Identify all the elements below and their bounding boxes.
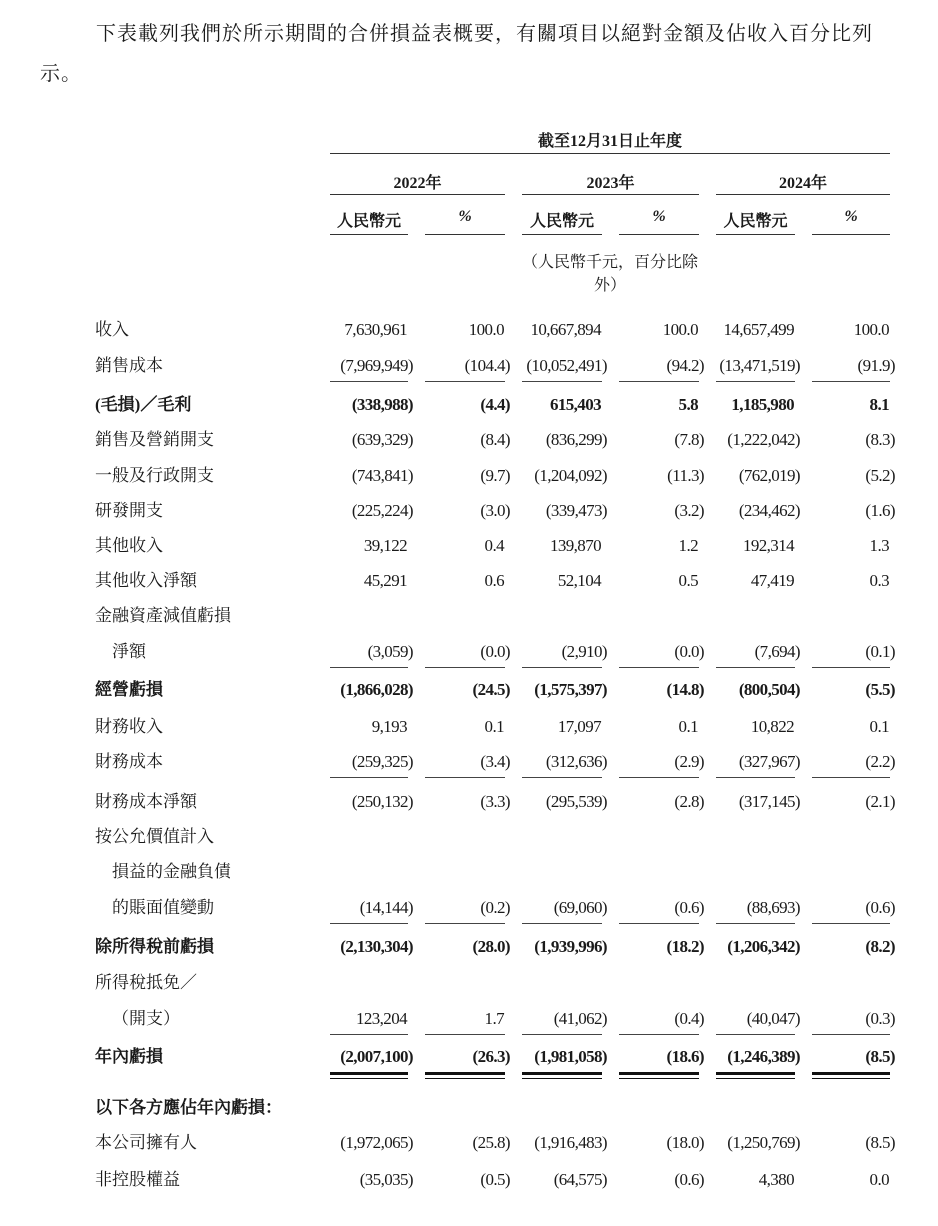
underline bbox=[716, 1034, 795, 1035]
divider bbox=[522, 194, 699, 195]
percent-cell: 8.1 bbox=[869, 395, 889, 414]
underline bbox=[330, 1034, 408, 1035]
row-label: 按公允價值計入 bbox=[95, 827, 214, 846]
row-label: 以下各方應佔年內虧損： bbox=[95, 1098, 282, 1117]
amount-cell: (339,473) bbox=[545, 501, 607, 520]
row-label: 一般及行政開支 bbox=[95, 466, 214, 485]
percent-cell: 100.0 bbox=[853, 320, 889, 339]
percent-cell: (5.2) bbox=[865, 466, 895, 485]
amount-cell: (317,145) bbox=[738, 792, 800, 811]
underline bbox=[619, 1034, 699, 1035]
amount-cell: (1,250,769) bbox=[727, 1133, 800, 1152]
amount-cell: (1,222,042) bbox=[727, 430, 800, 449]
amount-cell: 10,822 bbox=[750, 717, 794, 736]
percent-cell: 1.7 bbox=[484, 1009, 504, 1028]
amount-cell: (3,059) bbox=[367, 642, 413, 661]
amount-cell: (312,636) bbox=[545, 752, 607, 771]
percent-cell: (0.0) bbox=[480, 642, 510, 661]
double-underline bbox=[619, 1072, 699, 1079]
percent-cell: 0.1 bbox=[484, 717, 504, 736]
underline bbox=[522, 667, 602, 668]
percent-cell: 0.5 bbox=[678, 571, 698, 590]
underline bbox=[812, 1034, 890, 1035]
amount-cell: (2,910) bbox=[561, 642, 607, 661]
amount-cell: 4,380 bbox=[758, 1170, 794, 1189]
underline bbox=[425, 667, 505, 668]
percent-cell: (8.4) bbox=[480, 430, 510, 449]
amount-cell: 39,122 bbox=[363, 536, 407, 555]
underline bbox=[330, 667, 408, 668]
divider bbox=[522, 234, 602, 235]
amount-cell: (743,841) bbox=[351, 466, 413, 485]
percent-cell: (4.4) bbox=[480, 395, 510, 414]
intro-paragraph: 下表載列我們於所示期間的合併損益表概要，有關項目以絕對金額及佔收入百分比列示。 bbox=[40, 23, 873, 85]
year-2023-header: 2023年 bbox=[586, 175, 635, 192]
percent-cell: (0.5) bbox=[480, 1170, 510, 1189]
underline bbox=[619, 777, 699, 778]
amount-cell: 139,870 bbox=[549, 536, 601, 555]
percent-cell: (8.3) bbox=[865, 430, 895, 449]
percent-cell: 0.1 bbox=[678, 717, 698, 736]
amount-cell: (7,969,949) bbox=[340, 356, 413, 375]
amount-cell: 45,291 bbox=[363, 571, 407, 590]
row-label: 銷售及營銷開支 bbox=[95, 430, 214, 449]
percent-cell: (91.9) bbox=[857, 356, 895, 375]
pct-column-header: % bbox=[844, 208, 858, 225]
percent-cell: (0.6) bbox=[865, 898, 895, 917]
divider bbox=[619, 234, 699, 235]
percent-cell: 1.3 bbox=[869, 536, 889, 555]
percent-cell: (25.8) bbox=[472, 1133, 510, 1152]
percent-cell: (0.0) bbox=[674, 642, 704, 661]
amount-cell: 192,314 bbox=[742, 536, 794, 555]
row-label: 非控股權益 bbox=[95, 1170, 180, 1189]
year-2024-header: 2024年 bbox=[778, 175, 827, 192]
percent-cell: (0.6) bbox=[674, 1170, 704, 1189]
percent-cell: (2.1) bbox=[865, 792, 895, 811]
percent-cell: 1.2 bbox=[678, 536, 698, 555]
row-label: 經營虧損 bbox=[95, 680, 163, 699]
underline bbox=[330, 777, 408, 778]
underline bbox=[812, 381, 890, 382]
amount-cell: (14,144) bbox=[359, 898, 413, 917]
percent-cell: (1.6) bbox=[865, 501, 895, 520]
amount-cell: (35,035) bbox=[359, 1170, 413, 1189]
underline bbox=[812, 923, 890, 924]
row-label: 其他收入淨額 bbox=[95, 571, 197, 590]
double-underline bbox=[812, 1072, 890, 1079]
row-label: 財務成本淨額 bbox=[95, 792, 197, 811]
amount-cell: (225,224) bbox=[351, 501, 413, 520]
percent-cell: (104.4) bbox=[464, 356, 510, 375]
underline bbox=[619, 923, 699, 924]
amount-cell: (327,967) bbox=[738, 752, 800, 771]
amount-cell: 14,657,499 bbox=[723, 320, 794, 339]
divider bbox=[425, 234, 505, 235]
amount-cell: (88,693) bbox=[746, 898, 800, 917]
percent-cell: (3.4) bbox=[480, 752, 510, 771]
rmb-column-header: 人民幣元 bbox=[529, 213, 594, 230]
row-label: 的賬面值變動 bbox=[112, 898, 214, 917]
percent-cell: (2.2) bbox=[865, 752, 895, 771]
percent-cell: (9.7) bbox=[480, 466, 510, 485]
percent-cell: (18.0) bbox=[666, 1133, 704, 1152]
rmb-column-header: 人民幣元 bbox=[336, 213, 401, 230]
amount-cell: 123,204 bbox=[355, 1009, 407, 1028]
row-label: （開支） bbox=[112, 1009, 180, 1028]
amount-cell: 615,403 bbox=[549, 395, 601, 414]
row-label: 財務收入 bbox=[95, 717, 163, 736]
percent-cell: (3.2) bbox=[674, 501, 704, 520]
row-label: 收入 bbox=[95, 320, 129, 339]
amount-cell: (1,981,058) bbox=[534, 1047, 607, 1066]
percent-cell: 0.6 bbox=[484, 571, 504, 590]
rmb-column-header: 人民幣元 bbox=[723, 213, 788, 230]
percent-cell: (18.6) bbox=[666, 1047, 704, 1066]
amount-cell: (10,052,491) bbox=[526, 356, 607, 375]
percent-cell: (2.9) bbox=[674, 752, 704, 771]
amount-cell: 52,104 bbox=[557, 571, 601, 590]
row-label: 除所得稅前虧損 bbox=[95, 937, 214, 956]
underline bbox=[425, 1034, 505, 1035]
amount-cell: 17,097 bbox=[557, 717, 601, 736]
underline bbox=[522, 381, 602, 382]
percent-cell: (0.3) bbox=[865, 1009, 895, 1028]
underline bbox=[330, 923, 408, 924]
percent-cell: (8.5) bbox=[865, 1047, 895, 1066]
row-label: 研發開支 bbox=[95, 501, 163, 520]
row-label: 財務成本 bbox=[95, 752, 163, 771]
amount-cell: 9,193 bbox=[371, 717, 407, 736]
underline bbox=[716, 777, 795, 778]
row-label: 損益的金融負債 bbox=[112, 862, 231, 881]
underline bbox=[522, 777, 602, 778]
row-label: 本公司擁有人 bbox=[95, 1133, 197, 1152]
amount-cell: 1,185,980 bbox=[731, 395, 794, 414]
amount-cell: (259,325) bbox=[351, 752, 413, 771]
row-label: 所得稅抵免／ bbox=[95, 973, 197, 992]
amount-cell: 7,630,961 bbox=[344, 320, 407, 339]
amount-cell: (1,866,028) bbox=[340, 680, 413, 699]
row-label: 淨額 bbox=[112, 642, 146, 661]
amount-cell: (295,539) bbox=[545, 792, 607, 811]
percent-cell: 100.0 bbox=[662, 320, 698, 339]
amount-cell: (64,575) bbox=[553, 1170, 607, 1189]
percent-cell: 100.0 bbox=[468, 320, 504, 339]
percent-cell: (0.6) bbox=[674, 898, 704, 917]
percent-cell: (14.8) bbox=[666, 680, 704, 699]
amount-cell: (2,130,304) bbox=[340, 937, 413, 956]
amount-cell: (1,246,389) bbox=[727, 1047, 800, 1066]
double-underline bbox=[522, 1072, 602, 1079]
amount-cell: 10,667,894 bbox=[530, 320, 601, 339]
amount-cell: (1,204,092) bbox=[534, 466, 607, 485]
percent-cell: (3.3) bbox=[480, 792, 510, 811]
percent-cell: (28.0) bbox=[472, 937, 510, 956]
double-underline bbox=[330, 1072, 408, 1079]
amount-cell: (69,060) bbox=[553, 898, 607, 917]
amount-cell: (800,504) bbox=[738, 680, 800, 699]
divider bbox=[716, 194, 890, 195]
percent-cell: (94.2) bbox=[666, 356, 704, 375]
percent-cell: 0.4 bbox=[484, 536, 504, 555]
amount-cell: (1,916,483) bbox=[534, 1133, 607, 1152]
percent-cell: (2.8) bbox=[674, 792, 704, 811]
underline bbox=[619, 667, 699, 668]
double-underline bbox=[425, 1072, 505, 1079]
percent-cell: 0.0 bbox=[869, 1170, 889, 1189]
row-label: 銷售成本 bbox=[95, 356, 163, 375]
underline bbox=[716, 381, 795, 382]
underline bbox=[812, 777, 890, 778]
percent-cell: 0.1 bbox=[869, 717, 889, 736]
percent-cell: (7.8) bbox=[674, 430, 704, 449]
percent-cell: (8.2) bbox=[865, 937, 895, 956]
amount-cell: (13,471,519) bbox=[719, 356, 800, 375]
underline bbox=[619, 381, 699, 382]
percent-cell: (3.0) bbox=[480, 501, 510, 520]
divider bbox=[812, 234, 890, 235]
amount-cell: 47,419 bbox=[750, 571, 794, 590]
divider bbox=[716, 234, 795, 235]
percent-cell: 5.8 bbox=[678, 395, 698, 414]
amount-cell: (234,462) bbox=[738, 501, 800, 520]
percent-cell: (18.2) bbox=[666, 937, 704, 956]
underline bbox=[716, 923, 795, 924]
underline bbox=[716, 667, 795, 668]
percent-cell: (11.3) bbox=[667, 466, 704, 485]
amount-cell: (1,939,996) bbox=[534, 937, 607, 956]
underline bbox=[425, 923, 505, 924]
underline bbox=[330, 381, 408, 382]
amount-cell: (1,575,397) bbox=[534, 680, 607, 699]
percent-cell: (26.3) bbox=[472, 1047, 510, 1066]
divider bbox=[330, 234, 408, 235]
divider bbox=[330, 153, 890, 154]
amount-cell: (40,047) bbox=[746, 1009, 800, 1028]
underline bbox=[425, 777, 505, 778]
amount-cell: (41,062) bbox=[553, 1009, 607, 1028]
amount-cell: (250,132) bbox=[351, 792, 413, 811]
amount-cell: (2,007,100) bbox=[340, 1047, 413, 1066]
divider bbox=[330, 194, 505, 195]
amount-cell: (7,694) bbox=[754, 642, 800, 661]
underline bbox=[425, 381, 505, 382]
underline bbox=[812, 667, 890, 668]
percent-cell: 0.3 bbox=[869, 571, 889, 590]
underline bbox=[522, 1034, 602, 1035]
percent-cell: (24.5) bbox=[472, 680, 510, 699]
percent-cell: (8.5) bbox=[865, 1133, 895, 1152]
pct-column-header: % bbox=[458, 208, 472, 225]
pct-column-header: % bbox=[652, 208, 666, 225]
amount-cell: (836,299) bbox=[545, 430, 607, 449]
unit-note: （人民幣千元，百分比除外） bbox=[521, 254, 698, 294]
percent-cell: (0.2) bbox=[480, 898, 510, 917]
percent-cell: (0.4) bbox=[674, 1009, 704, 1028]
amount-cell: (1,972,065) bbox=[340, 1133, 413, 1152]
row-label: (毛損)／毛利 bbox=[95, 395, 192, 414]
amount-cell: (762,019) bbox=[738, 466, 800, 485]
row-label: 年內虧損 bbox=[95, 1047, 163, 1066]
row-label: 其他收入 bbox=[95, 536, 163, 555]
percent-cell: (0.1) bbox=[865, 642, 895, 661]
double-underline bbox=[716, 1072, 795, 1079]
underline bbox=[522, 923, 602, 924]
amount-cell: (1,206,342) bbox=[727, 937, 800, 956]
amount-cell: (639,329) bbox=[351, 430, 413, 449]
period-header: 截至12月31日止年度 bbox=[537, 133, 682, 150]
percent-cell: (5.5) bbox=[865, 680, 895, 699]
year-2022-header: 2022年 bbox=[393, 175, 442, 192]
row-label: 金融資產減值虧損 bbox=[95, 606, 231, 625]
amount-cell: (338,988) bbox=[351, 395, 413, 414]
